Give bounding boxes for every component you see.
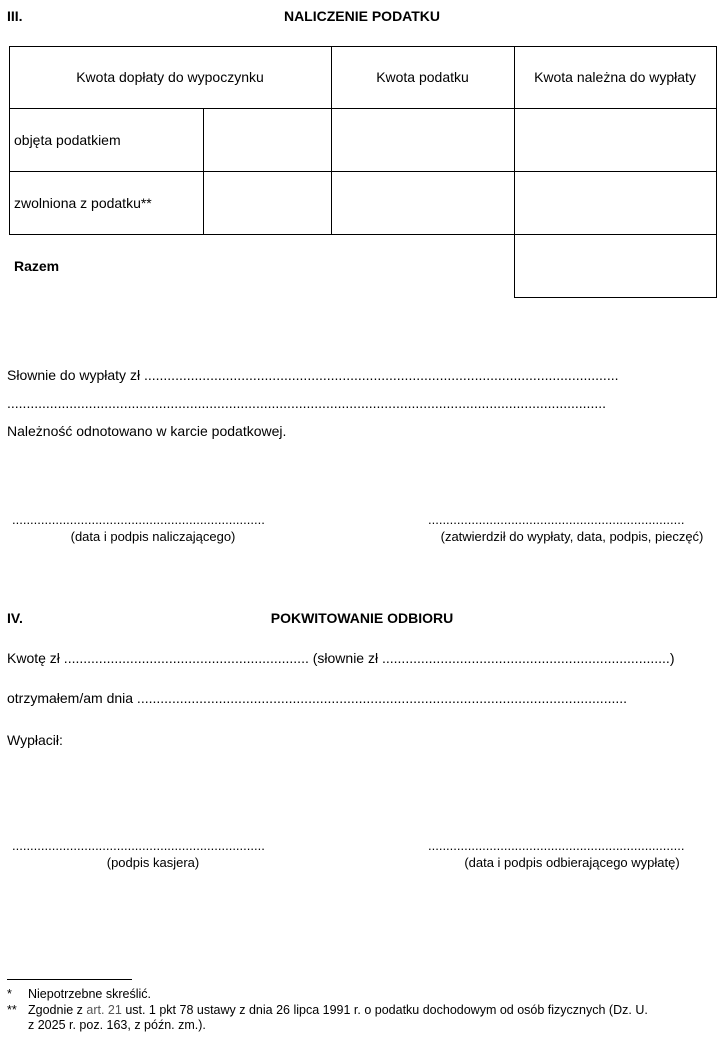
section-number: IV. xyxy=(7,610,23,626)
footnote-marker: * xyxy=(7,987,12,1001)
amount-in-words-continuation[interactable]: .......................................................................................................................................................... xyxy=(7,395,607,411)
taxed-tax-cell[interactable] xyxy=(332,109,514,171)
section-title: NALICZENIE PODATKU xyxy=(283,8,441,24)
footnote-text-part: ust. 1 pkt 78 ustawy z dnia 26 lipca 1991 r. o podatku dochodowym od osób fizycznych (Dz. U. xyxy=(125,1003,648,1017)
total-label: Razem xyxy=(14,258,60,274)
cashier-signature-caption: (podpis kasjera) xyxy=(106,855,200,870)
exempt-amount-cell[interactable] xyxy=(204,172,331,234)
approver-signature-field[interactable]: ....................................................................... xyxy=(428,512,685,527)
calculator-signature-field[interactable]: ...................................................................... xyxy=(12,512,265,527)
calculator-signature-caption: (data i podpis naliczającego) xyxy=(70,529,236,544)
section-number: III. xyxy=(7,8,23,24)
footnote-marker: ** xyxy=(7,1003,17,1017)
section-title: POKWITOWANIE ODBIORU xyxy=(270,610,454,626)
amount-in-words-field[interactable]: Słownie do wypłaty zł .......................................................................................................................... xyxy=(7,367,619,383)
article-reference-link[interactable]: art. 21 xyxy=(86,1003,122,1017)
row-label-exempt: zwolniona z podatku** xyxy=(14,195,152,211)
receipt-amount-field[interactable]: Kwotę zł ............................................................... (słownie zł ..........................................................................) xyxy=(7,650,675,666)
footnote-text xyxy=(28,1003,718,1017)
paid-by-label: Wypłacił: xyxy=(7,732,63,748)
row-label-taxed: objęta podatkiem xyxy=(14,132,121,148)
exempt-tax-cell[interactable] xyxy=(332,172,514,234)
column-header-tax: Kwota podatku xyxy=(376,69,469,85)
cashier-signature-field[interactable]: ...................................................................... xyxy=(12,838,265,853)
exempt-payable-cell[interactable] xyxy=(515,172,716,234)
footnote-text: Niepotrzebne skreślić. xyxy=(28,987,151,1001)
recipient-signature-caption: (data i podpis odbierającego wypłatę) xyxy=(464,855,680,870)
taxed-payable-cell[interactable] xyxy=(515,109,716,171)
taxed-amount-cell[interactable] xyxy=(204,109,331,171)
column-header-payable: Kwota należna do wypłaty xyxy=(534,69,696,85)
receipt-date-field[interactable]: otrzymałem/am dnia .............................................................................................................................. xyxy=(7,690,628,706)
tax-card-note: Należność odnotowano w karcie podatkowej. xyxy=(7,423,287,439)
column-header-amount: Kwota dopłaty do wypoczynku xyxy=(76,69,264,85)
footnote-text-part: Zgodnie z xyxy=(28,1003,83,1017)
total-payable-cell[interactable] xyxy=(515,235,716,297)
approver-signature-caption: (zatwierdził do wypłaty, data, podpis, pieczęć) xyxy=(440,529,704,544)
footnote-divider xyxy=(7,979,132,980)
footnote-text-continuation: z 2025 r. poz. 163, z późn. zm.). xyxy=(28,1018,206,1032)
recipient-signature-field[interactable]: ....................................................................... xyxy=(428,838,685,853)
